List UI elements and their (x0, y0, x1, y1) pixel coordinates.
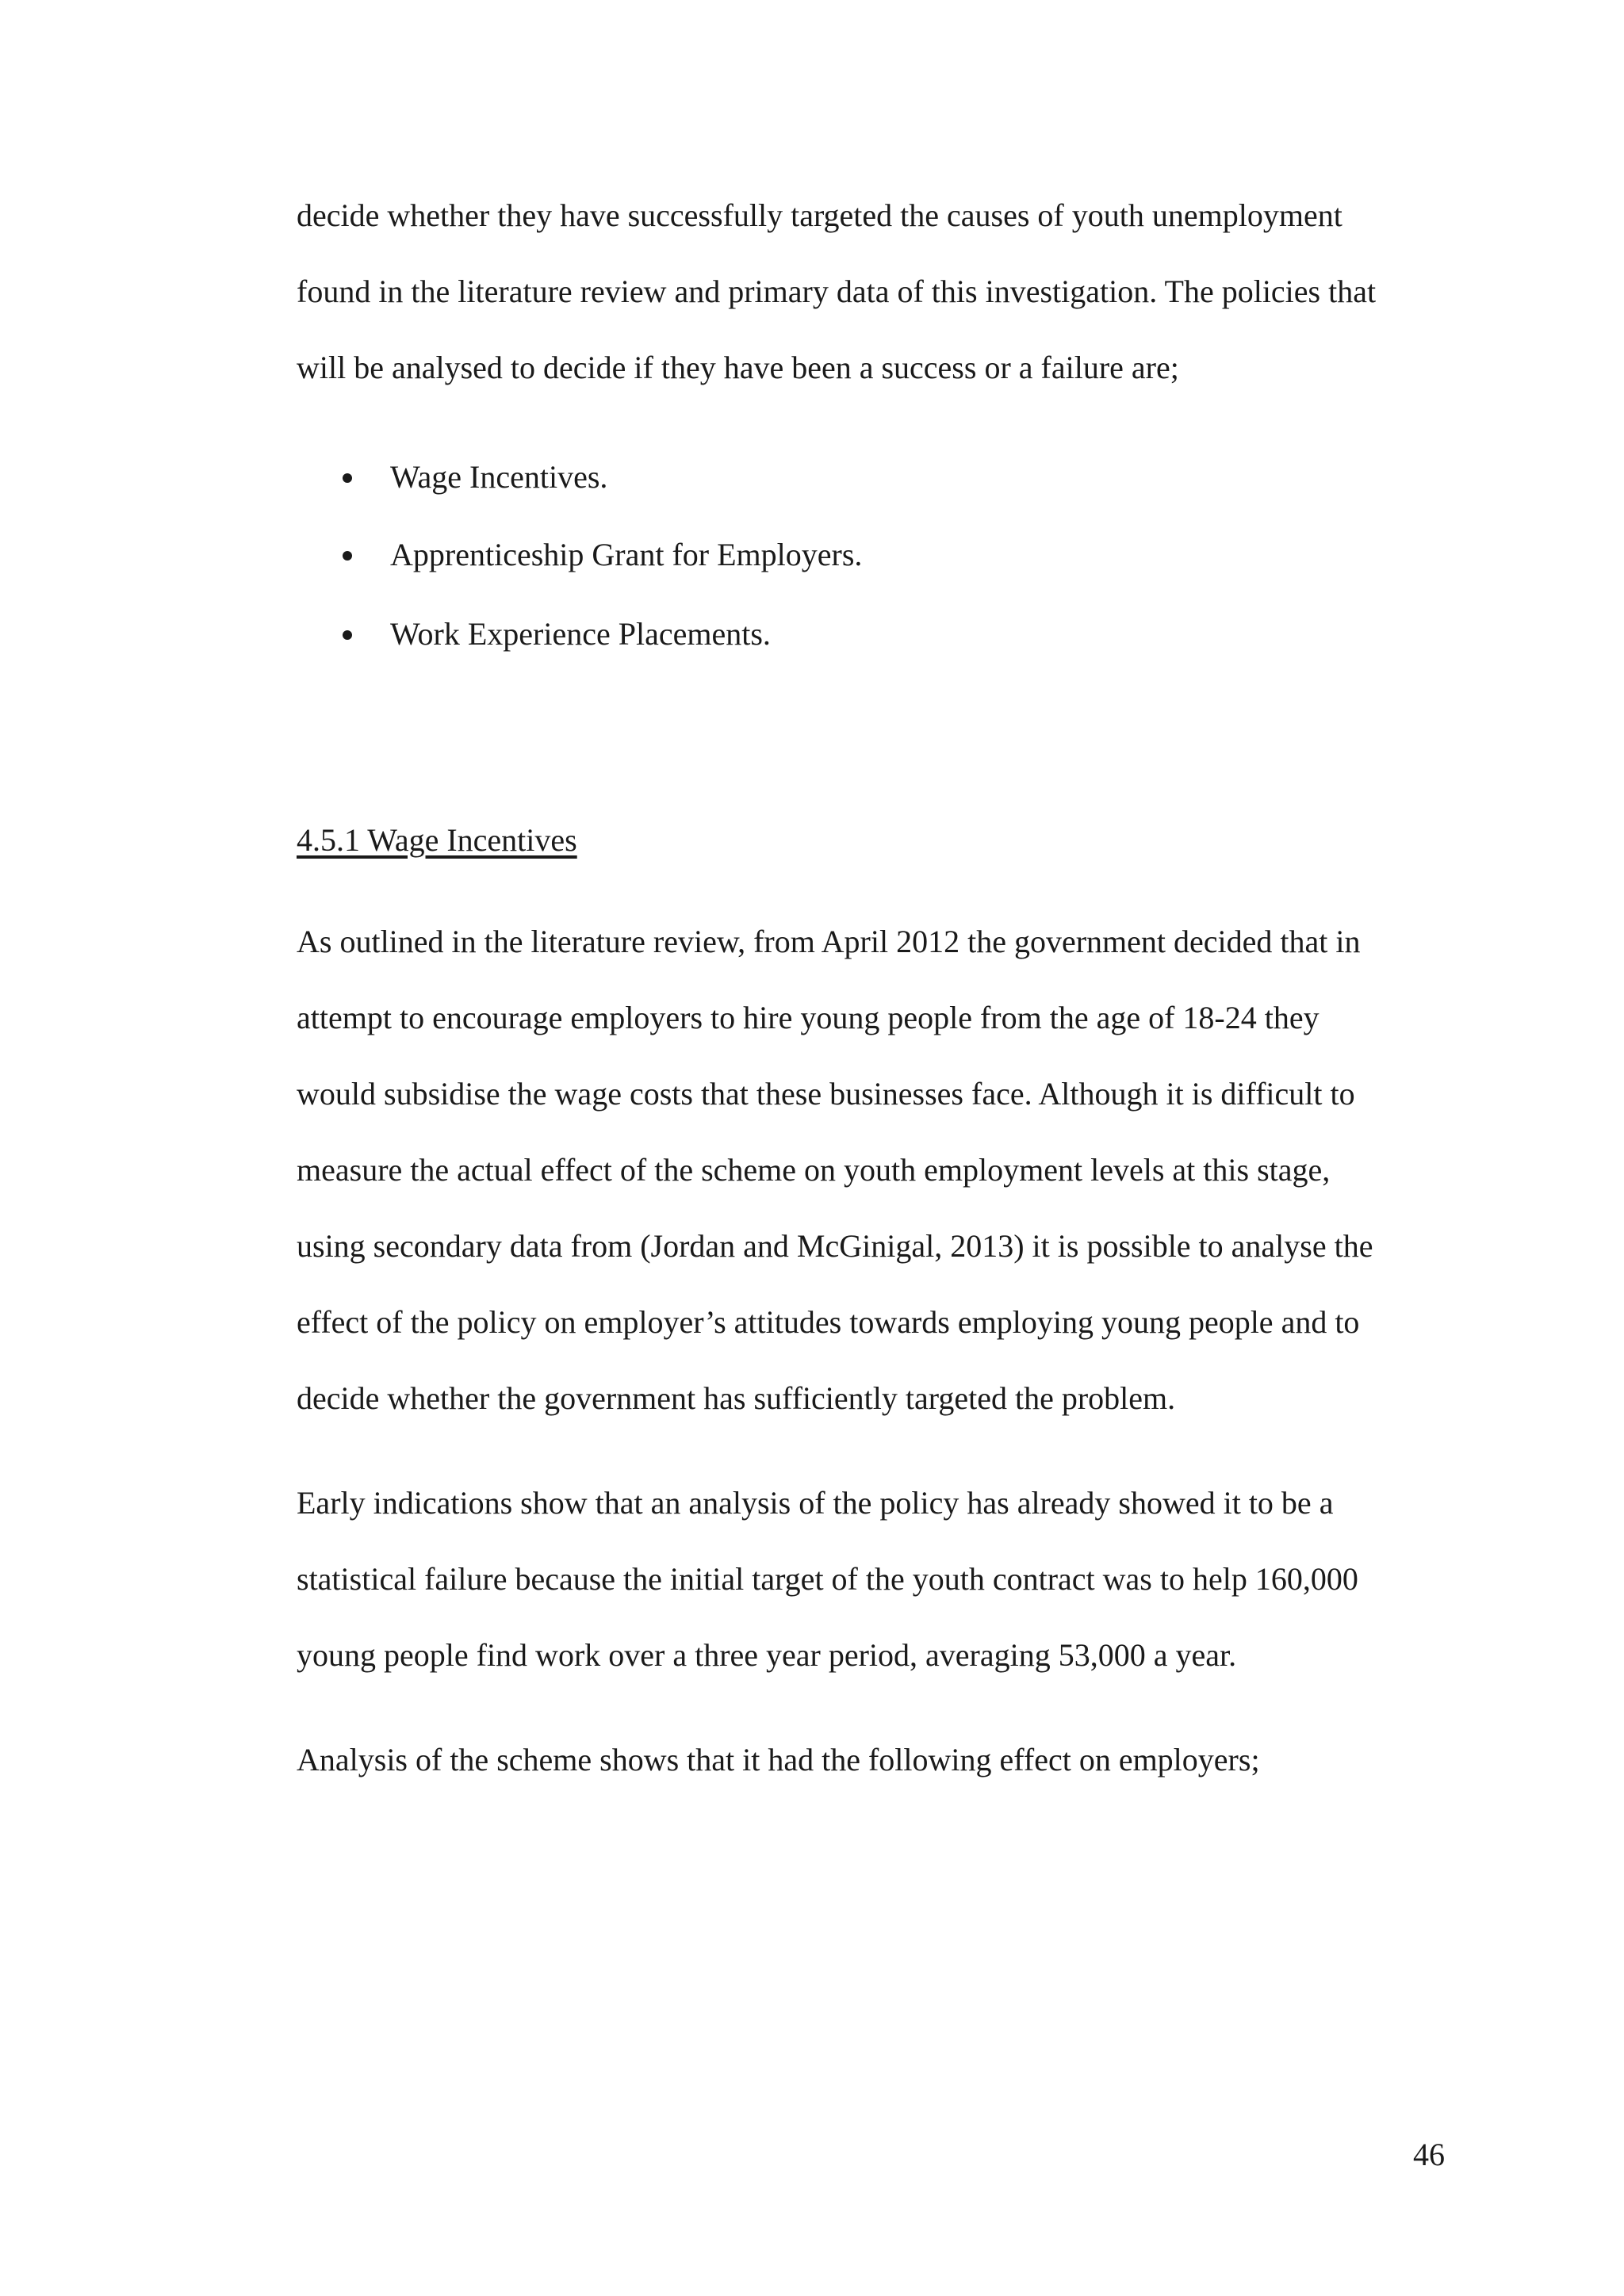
paragraph1-line-1: As outlined in the literature review, from April 2012 the government decided that in (297, 924, 1361, 959)
intro-line-3: will be analysed to decide if they have been a success or a failure are; (297, 350, 1179, 385)
paragraph2-line-1: Early indications show that an analysis of the policy has already showed it to be a (297, 1485, 1334, 1521)
section-heading: 4.5.1 Wage Incentives (297, 822, 577, 858)
paragraph1-line-2: attempt to encourage employers to hire young people from the age of 18-24 they (297, 1000, 1320, 1035)
bullet-text: Work Experience Placements. (390, 616, 771, 652)
paragraph1-line-4: measure the actual effect of the scheme on youth employment levels at this stage, (297, 1152, 1331, 1188)
bullet-icon (343, 551, 352, 561)
paragraph1-line-5: using secondary data from (Jordan and McGinigal, 2013) it is possible to analyse the (297, 1228, 1373, 1264)
bullet-item-wage-incentives (343, 458, 607, 496)
bullet-icon (343, 473, 352, 483)
paragraph2-line-3: young people find work over a three year period, averaging 53,000 a year. (297, 1637, 1237, 1673)
paragraph1-line-3: would subsidise the wage costs that these businesses face. Although it is difficult to (297, 1076, 1355, 1112)
intro-line-1: decide whether they have successfully targeted the causes of youth unemployment (297, 197, 1342, 233)
bullet-item-work-experience (343, 615, 771, 653)
intro-line-2: found in the literature review and primary data of this investigation. The policies that (297, 274, 1377, 309)
bullet-text: Apprenticeship Grant for Employers. (390, 537, 863, 572)
paragraph1-line-6: effect of the policy on employer’s attitudes towards employing young people and to (297, 1304, 1360, 1340)
bullet-text: Wage Incentives. (390, 459, 608, 495)
bullet-item-apprenticeship-grant (343, 536, 862, 574)
paragraph3-line-1: Analysis of the scheme shows that it had the following effect on employers; (297, 1742, 1260, 1777)
bullet-icon (343, 630, 352, 640)
paragraph2-line-2: statistical failure because the initial target of the youth contract was to help 160,000 (297, 1561, 1358, 1597)
page-number: 46 (1413, 2137, 1445, 2172)
paragraph1-line-7: decide whether the government has sufficiently targeted the problem. (297, 1380, 1176, 1416)
